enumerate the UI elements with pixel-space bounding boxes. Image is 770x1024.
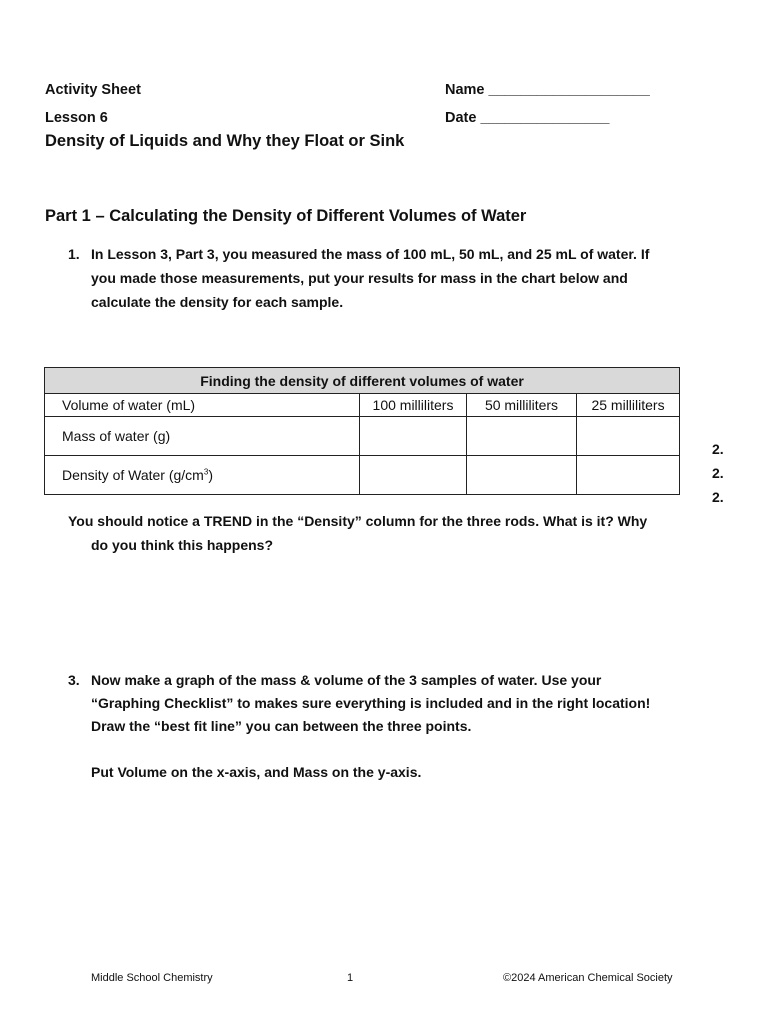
question-2-line: do you think this happens? [91, 537, 273, 553]
density-table [44, 367, 680, 495]
table-caption: Finding the density of different volumes of water [45, 368, 680, 394]
density-cell-50ml[interactable] [467, 456, 577, 495]
table-header-label: Volume of water (mL) [45, 394, 360, 417]
side-number: 2. [712, 441, 724, 457]
lesson-label: Lesson 6 [45, 110, 108, 126]
question-3-line: Now make a graph of the mass & volume of the 3 samples of water. Use your [91, 672, 602, 688]
question-3-line: Draw the “best fit line” you can between the three points. [91, 718, 472, 734]
activity-sheet-label: Activity Sheet [45, 82, 141, 98]
table-row [45, 417, 680, 456]
question-1-line: calculate the density for each sample. [91, 294, 344, 310]
question-1-line: you made those measurements, put your results for mass in the chart below and [91, 270, 628, 286]
question-3-number: 3. [68, 672, 80, 688]
date-field-label: Date ________________ [445, 110, 610, 126]
part1-heading: Part 1 – Calculating the Density of Different Volumes of Water [45, 207, 527, 225]
mass-cell-50ml[interactable] [467, 417, 577, 456]
question-1-line: In Lesson 3, Part 3, you measured the mass of 100 mL, 50 mL, and 25 mL of water. If [91, 246, 650, 262]
name-field-label: Name ____________________ [445, 82, 650, 98]
footer-copyright: ©2024 American Chemical Society [503, 972, 673, 984]
density-row-label [45, 456, 360, 495]
footer-left: Middle School Chemistry [91, 972, 213, 984]
column-header-100ml: 100 milliliters [360, 394, 467, 417]
table-row [45, 456, 680, 495]
density-cell-25ml[interactable] [577, 456, 680, 495]
side-number: 2. [712, 489, 724, 505]
mass-cell-100ml[interactable] [360, 417, 467, 456]
table-row [45, 394, 680, 417]
density-label-text: Density of Water (g/cm [62, 467, 204, 483]
mass-row-label: Mass of water (g) [45, 417, 360, 456]
density-unit-superscript: 3 [203, 467, 209, 477]
page-title: Density of Liquids and Why they Float or Sink [45, 132, 405, 150]
question-3-line: “Graphing Checklist” to makes sure everything is included and in the right location! [91, 695, 651, 711]
mass-cell-25ml[interactable] [577, 417, 680, 456]
side-number: 2. [712, 465, 724, 481]
density-cell-100ml[interactable] [360, 456, 467, 495]
column-header-50ml: 50 milliliters [467, 394, 577, 417]
density-label-close: ) [208, 467, 213, 483]
axis-instruction: Put Volume on the x-axis, and Mass on the y-axis. [91, 764, 422, 780]
question-1-number: 1. [68, 246, 80, 262]
column-header-25ml: 25 milliliters [577, 394, 680, 417]
question-2-line: You should notice a TREND in the “Density” column for the three rods. What is it? Why [68, 513, 648, 529]
page-number: 1 [347, 972, 354, 984]
